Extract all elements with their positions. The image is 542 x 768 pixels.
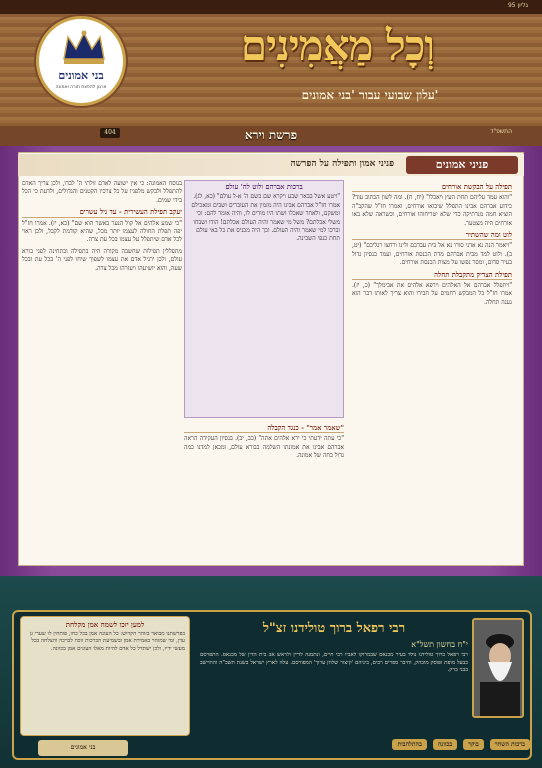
logo — [36, 16, 126, 106]
paragraph: מתפללין תפילות שחשבה מקורה היה בתפילה ובתחינה לפני בורא עולם, ולכן ירגיל אדם את עצמו לשפוך שיחו לפני ה' בכל עת ובכל שעה, והוא יושיעהו ויעזרהו מכל צרה. — [22, 247, 182, 272]
section-bar — [18, 154, 524, 176]
heading: תפילה על הבקשת אורחים — [352, 183, 512, 192]
heading: יעקב תפילת העשירית - עד ניל עשרים — [22, 208, 182, 217]
parsha-title: פרשת וירא — [244, 128, 298, 142]
badge: בכוונה — [433, 739, 457, 750]
amen-title: למען יזכו לשמח אמן מקלחת — [65, 620, 145, 629]
tagline: עלון שבועי עבור 'בני אמונים' — [301, 88, 439, 102]
rabbi-date: י"ח בחשון תשל"א — [411, 640, 468, 649]
year-tag: התשפ"ד — [490, 128, 512, 135]
heading: תפילת הצדיק מתקבלת תחלה — [352, 271, 512, 280]
section-subtitle: פניני אמון ותפילה על הפרשה — [290, 159, 394, 169]
badge-row — [150, 734, 530, 754]
highlight-box — [184, 180, 344, 418]
paragraph: בנוסח האמונה: כי אין ישועה לאדם זולתי ה' לבדו, ולכן צריך האדם להתפלל ולבקש מלפניו על כל צרכיו הקטנים והגדולים, ולדעת כי הכל בידי שמים. — [22, 180, 182, 204]
portrait-icon — [474, 620, 524, 718]
rabbi-photo — [472, 618, 524, 718]
masthead-title: וְכָל מַאֲמִינִים — [240, 21, 435, 70]
column-right — [352, 180, 512, 566]
box-text: "ויטע אשל בבאר שבע ויקרא שם בשם ה' א-ל עולם" (כא, לג). אמרו חז"ל אברהם אבינו היה מזמין את העוברים ושבים ומאכילם ומשקם, ולאחר שאכלו ושתו היו מודים לו, והיה אומר להם: וכי משלי אכלתם? משל מי שאמר והיה העולם אכלתם! הודו ושבחו וברכו למי שאמר והיה העולם. וכך היה מכניס את כל באי עולם תחת כנפי השכינה. — [191, 193, 340, 243]
page-number: 404 — [100, 128, 120, 138]
logo-subtext: ארגון להפצת תורה ואמונה — [55, 85, 107, 90]
heading: לוט ומה שהשתיר — [352, 231, 512, 240]
logo-text: בני אמונים — [58, 69, 104, 82]
box-title: ברכות אברהם ולוט לה' עולם — [225, 183, 303, 191]
crown-icon — [61, 29, 107, 65]
paragraph: "ויאמר הנה נא אדני סורו נא אל בית עבדכם ולינו ורחצו רגליכם" (יט, ב). ולוט למד מבית אברהם מדת הכנסת אורחים, ועמד בנסיון גדול בעיר סדום, ומסר נפשו על מצות הכנסת אורחים. — [352, 242, 512, 267]
issue-number: גליון 95 — [507, 2, 528, 9]
paragraph: "כי עתה ידעתי כי ירא אלהים אתה" (כב, יב). בנסיון העקידה הראה אברהם אבינו את אמונתו השלמה בבורא עולם, ומכאן למדנו כמה גדול כחה של אמונה. — [184, 435, 344, 460]
heading: "שאמר אמר" - כנגד הקבלה — [184, 424, 344, 433]
badge: ברכות השחר — [490, 739, 530, 750]
top-strip — [0, 0, 542, 14]
paragraph: "והוא עמד עליהם תחת העץ ויאכלו" (יח, ח). ומה לשון הכתוב עוד? כידוע אברהם אבינו התפלל שיבואו אורחים, ואמרו חז"ל שהקב"ה הוציא חמה מנרתיקה כדי שלא יטריחוהו אורחים, וכשראה שלא באו אורחים היה מצטער. — [352, 194, 512, 227]
column-middle-lower — [184, 422, 344, 562]
footer-logo: בני אמונים — [38, 740, 128, 756]
paragraph: "ויתפלל אברהם אל האלהים וירפא אלהים את אבימלך" (כ, יז). אמרו חז"ל כל המבקש רחמים על חבירו והוא צריך לאותו דבר הוא נענה תחלה. — [352, 282, 512, 306]
badge: בהתלהבות — [392, 739, 426, 750]
column-left — [22, 180, 182, 566]
rabbi-name: רבי רפאל ברוך טולידנו זצ"ל — [262, 621, 406, 636]
section-title: פניני אמונים — [406, 156, 518, 174]
paragraph: "כי שמע אלהים אל קול הנער באשר הוא שם" (כא, יז). אמרו חז"ל יפה תפלת החולה לעצמו יותר מכל, שהיא קודמת לקבל, ולכן ראוי לכל אדם שיתפלל על עצמו בכל עת צרה. — [22, 219, 182, 244]
rabbi-bio: רבי רפאל ברוך טולידנו נולד בעיר מכנאס שבמרוקו לאביו רבי חיים, ונתמנה לדיין ולראש אב בית הדין של מכנאס. התפרסם כבעל מופת ופוסק מובהק, וחיבר ספרים רבים, ביניהם 'קיצור שלחן ערוך' המפורסם. עלה לארץ ישראל בשנת תשכ"ה והתיישב בבני ברק. — [200, 652, 468, 673]
badge: בוקר — [463, 739, 484, 750]
amen-box — [20, 616, 190, 736]
amen-text: בפרשתנו מבואר בזוהר הקדוש: כל העונה אמן בכל כחו, פותחין לו שערי גן עדן, ומי שמזהר באמירת אמן ובשמיעת הברכות זוכה לברכה והצלחה בכל מעשי ידיו, ולכן ישתדל כל אדם להיות מאלו העונים אמן בכוונה. — [29, 630, 185, 652]
